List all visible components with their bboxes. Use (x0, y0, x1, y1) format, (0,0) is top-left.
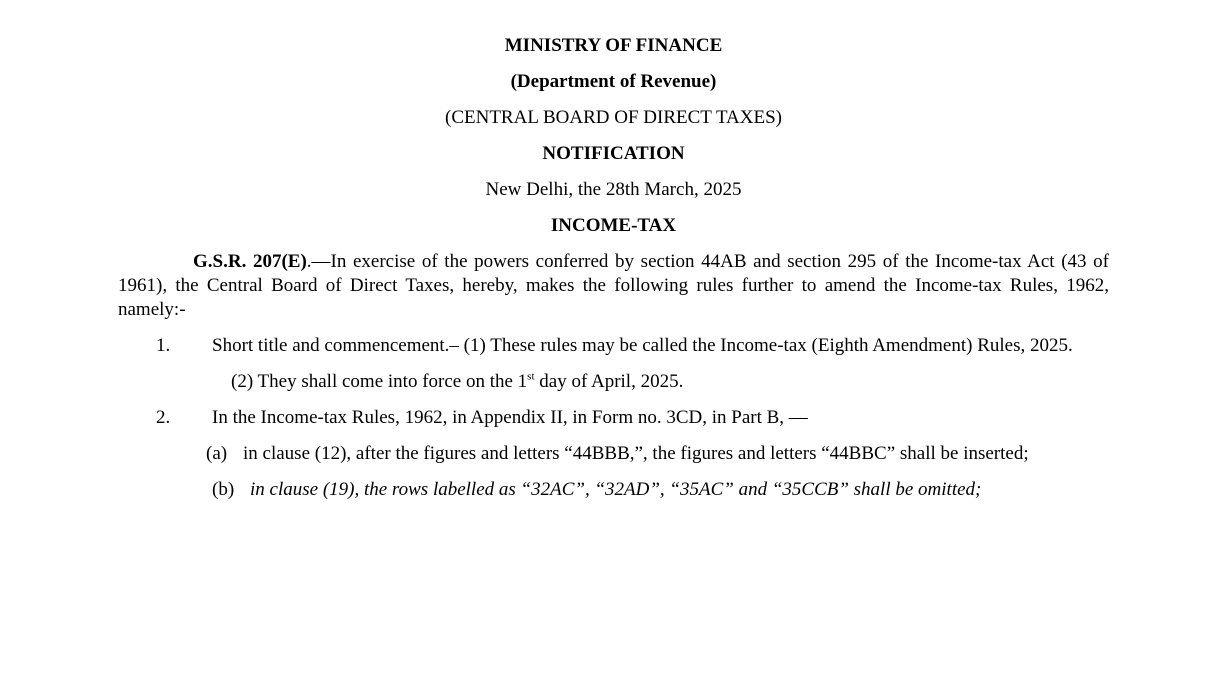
ordinal-suffix: st (527, 370, 535, 383)
notification-title: NOTIFICATION (542, 143, 685, 164)
sub-clause-text-start: (2) They shall come into force on the 1 (231, 371, 528, 392)
sub-clause-text-end: day of April, 2025. (534, 371, 684, 392)
preamble-paragraph (118, 250, 1109, 322)
board-heading: (CENTRAL BOARD OF DIRECT TAXES) (445, 107, 782, 128)
department-heading: (Department of Revenue) (510, 71, 717, 92)
notification-document (118, 34, 1109, 514)
clause-label: (a) (206, 443, 228, 464)
preamble-text: .—In exercise of the powers conferred by section 44AB and section 295 of the Income-tax Act (43 of 1961), the Central Board of Direct Taxes, hereby, makes the following rules further to amend the Income-tax Rules, 1962, namely:- (118, 251, 1109, 320)
item-text: Short title and commencement.– (1) These rules may be called the Income-tax (Eighth Amendment) Rules, 2025. (212, 335, 1073, 356)
ministry-heading: MINISTRY OF FINANCE (504, 35, 723, 56)
item-number: 1. (156, 335, 171, 356)
place-date: New Delhi, the 28th March, 2025 (485, 179, 742, 200)
list-item-1 (118, 334, 1109, 358)
gsr-reference: G.S.R. 207(E) (193, 251, 307, 272)
clause-text: in clause (12), after the figures and letters “44BBB,”, the figures and letters “44BBC” shall be inserted; (243, 443, 1029, 464)
list-item-2 (118, 406, 1109, 430)
clause-label: (b) (212, 479, 235, 500)
clause-a (118, 442, 1109, 466)
item-text: In the Income-tax Rules, 1962, in Appendix II, in Form no. 3CD, in Part B, — (212, 407, 808, 428)
subject-heading: INCOME-TAX (550, 215, 677, 236)
item-number: 2. (156, 407, 171, 428)
clause-b (118, 478, 1109, 502)
clause-text: in clause (19), the rows labelled as “32AC”, “32AD”, “35AC” and “35CCB” shall be omitted; (250, 479, 982, 500)
sub-clause-commencement (212, 370, 1109, 394)
